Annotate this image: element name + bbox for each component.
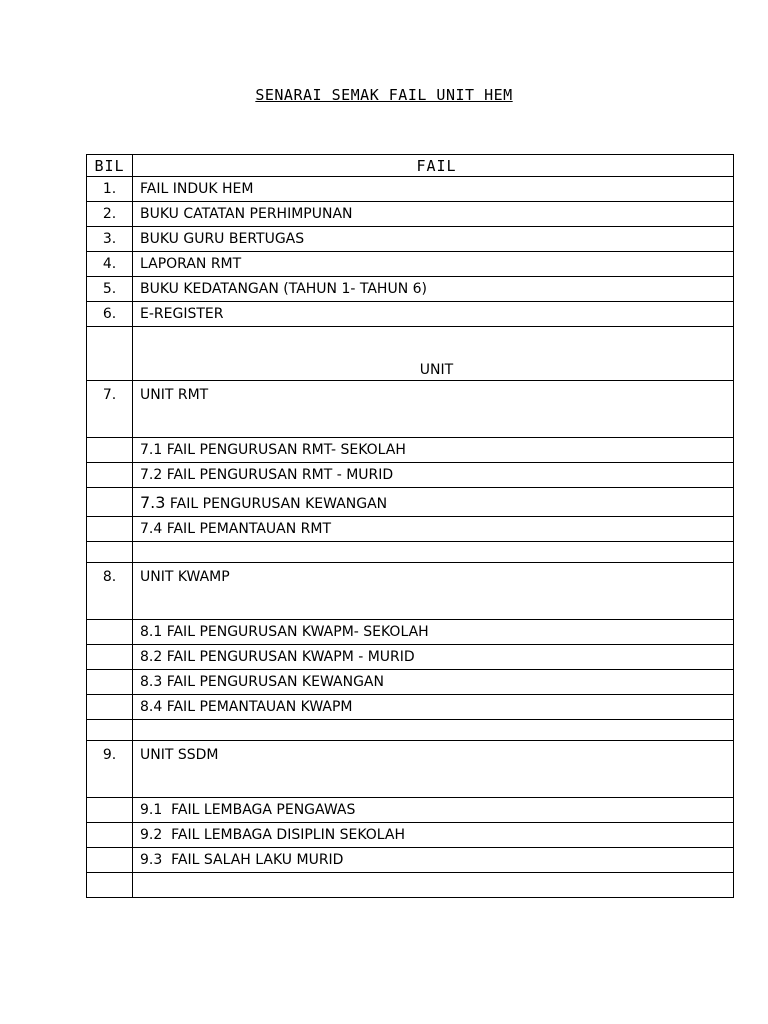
empty-cell (87, 542, 133, 563)
row-number: 2. (87, 202, 133, 227)
table-row (87, 227, 734, 252)
item-text: FAIL PENGURUSAN KEWANGAN (169, 495, 388, 512)
empty-cell (87, 798, 133, 823)
checklist-table (86, 154, 734, 898)
table-row (87, 177, 734, 202)
empty-cell (87, 873, 133, 898)
row-fail: 8.2 FAIL PENGURUSAN KWAPM - MURID (133, 645, 734, 670)
row-fail: FAIL INDUK HEM (133, 177, 734, 202)
row-number: 4. (87, 252, 133, 277)
table-row (87, 302, 734, 327)
row-fail: 9.1 FAIL LEMBAGA PENGAWAS (133, 798, 734, 823)
row-fail: LAPORAN RMT (133, 252, 734, 277)
header-bil: BIL (87, 155, 133, 177)
empty-cell (87, 645, 133, 670)
row-fail: 8.3 FAIL PENGURUSAN KEWANGAN (133, 670, 734, 695)
table-row (87, 202, 734, 227)
table-row (87, 848, 734, 873)
empty-cell (87, 438, 133, 463)
unit-name: UNIT KWAMP (133, 563, 734, 620)
row-fail: 8.4 FAIL PEMANTAUAN KWAPM (133, 695, 734, 720)
empty-cell (133, 873, 734, 898)
header-fail: FAIL (133, 155, 734, 177)
table-row (87, 823, 734, 848)
item-number: 7.3 (140, 492, 166, 512)
row-fail (133, 488, 734, 517)
row-number: 1. (87, 177, 133, 202)
table-row (87, 438, 734, 463)
unit-row-kwamp (87, 563, 734, 620)
empty-cell (133, 542, 734, 563)
row-fail: 9.3 FAIL SALAH LAKU MURID (133, 848, 734, 873)
row-fail: 7.4 FAIL PEMANTAUAN RMT (133, 517, 734, 542)
row-number: 5. (87, 277, 133, 302)
page-title (0, 86, 768, 104)
row-fail: 9.2 FAIL LEMBAGA DISIPLIN SEKOLAH (133, 823, 734, 848)
row-fail: 7.2 FAIL PENGURUSAN RMT - MURID (133, 463, 734, 488)
table-row (87, 277, 734, 302)
empty-cell (87, 823, 133, 848)
empty-cell (87, 848, 133, 873)
table-header-row (87, 155, 734, 177)
spacer-row (87, 542, 734, 563)
empty-cell (87, 620, 133, 645)
unit-row-rmt (87, 381, 734, 438)
empty-cell (87, 488, 133, 517)
empty-cell (87, 670, 133, 695)
empty-cell (87, 327, 133, 381)
row-fail: BUKU GURU BERTUGAS (133, 227, 734, 252)
empty-row (87, 873, 734, 898)
row-number: 3. (87, 227, 133, 252)
row-fail: BUKU KEDATANGAN (TAHUN 1- TAHUN 6) (133, 277, 734, 302)
empty-cell (87, 720, 133, 741)
table-row (87, 695, 734, 720)
unit-name: UNIT SSDM (133, 741, 734, 798)
unit-name: UNIT RMT (133, 381, 734, 438)
empty-cell (87, 463, 133, 488)
table-row (87, 488, 734, 517)
table-row (87, 645, 734, 670)
table-row (87, 463, 734, 488)
row-number: 6. (87, 302, 133, 327)
table-row (87, 517, 734, 542)
row-number: 7. (87, 381, 133, 438)
spacer-row (87, 720, 734, 741)
row-fail: E-REGISTER (133, 302, 734, 327)
unit-row-ssdm (87, 741, 734, 798)
table-row (87, 252, 734, 277)
table-row (87, 670, 734, 695)
row-fail: 8.1 FAIL PENGURUSAN KWAPM- SEKOLAH (133, 620, 734, 645)
row-fail: 7.1 FAIL PENGURUSAN RMT- SEKOLAH (133, 438, 734, 463)
page-title-text: SENARAI SEMAK FAIL UNIT HEM (255, 86, 513, 104)
table-row (87, 620, 734, 645)
row-number: 9. (87, 741, 133, 798)
empty-cell (87, 517, 133, 542)
table-row (87, 798, 734, 823)
empty-cell (133, 720, 734, 741)
unit-heading: UNIT (133, 327, 734, 381)
unit-heading-row (87, 327, 734, 381)
row-number: 8. (87, 563, 133, 620)
empty-cell (87, 695, 133, 720)
row-fail: BUKU CATATAN PERHIMPUNAN (133, 202, 734, 227)
